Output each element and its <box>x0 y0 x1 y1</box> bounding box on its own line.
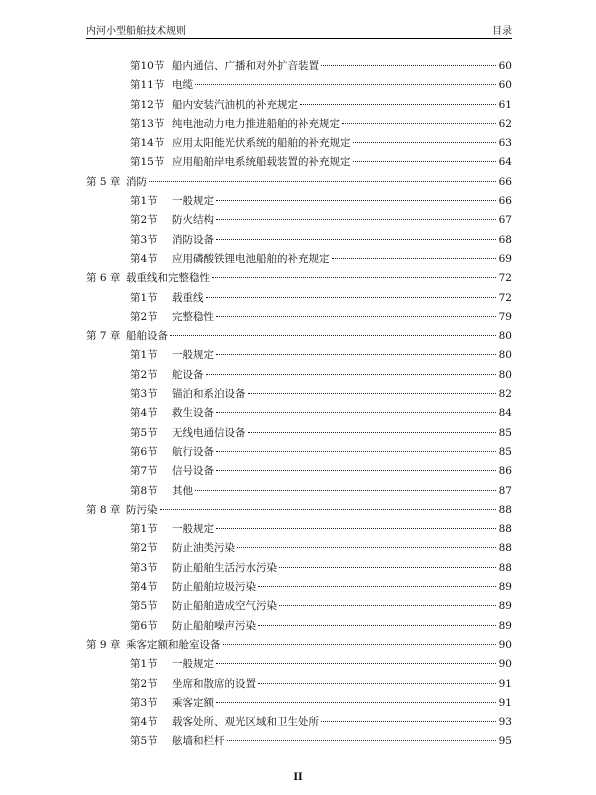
toc-entry-title: 一般规定 <box>172 195 214 208</box>
toc-entry-page: 68 <box>498 233 512 246</box>
toc-entry-page: 69 <box>498 252 512 265</box>
toc-entry-title: 船内安装汽油机的补充规定 <box>172 98 298 111</box>
toc-section-entry[interactable] <box>86 385 512 404</box>
toc-entry-page: 85 <box>498 445 512 458</box>
toc-entry-title: 消防设备 <box>172 233 214 246</box>
toc-section-entry[interactable] <box>86 597 512 616</box>
toc-entry-title: 一般规定 <box>172 523 214 536</box>
toc-section-entry[interactable] <box>86 250 512 269</box>
toc-section-entry[interactable] <box>86 443 512 462</box>
toc-entry-page: 66 <box>498 195 512 208</box>
toc-entry-title: 载重线和完整稳性 <box>126 272 210 285</box>
dot-leader <box>216 412 496 413</box>
toc-section-entry[interactable] <box>86 231 512 250</box>
dot-leader <box>216 316 496 317</box>
toc-section-entry[interactable] <box>86 462 512 481</box>
toc-section-entry[interactable] <box>86 346 512 365</box>
toc-entry-title: 防止船舶生活污水污染 <box>172 561 277 574</box>
document-title: 内河小型船舶技术规则 <box>86 26 186 37</box>
toc-entry-page: 82 <box>498 388 512 401</box>
dot-leader <box>332 258 497 259</box>
toc-entry-number: 第13节 <box>130 117 165 130</box>
toc-entry-title: 其他 <box>172 484 193 497</box>
dot-leader <box>170 335 496 336</box>
toc-entry-page: 67 <box>498 214 512 227</box>
toc-entry-page: 80 <box>498 330 512 343</box>
dot-leader <box>160 509 497 510</box>
toc-entry-page: 80 <box>498 349 512 362</box>
toc-section-entry[interactable] <box>86 617 512 636</box>
dot-leader <box>321 65 496 66</box>
toc-entry-title: 防污染 <box>126 503 158 516</box>
section-label: 目录 <box>492 26 512 37</box>
dot-leader <box>258 625 496 626</box>
dot-leader <box>227 740 497 741</box>
toc-entry-number: 第4节 <box>130 407 158 420</box>
toc-entry-page: 89 <box>498 619 512 632</box>
toc-entry-title: 防止船舶垃圾污染 <box>172 581 256 594</box>
dot-leader <box>237 547 496 548</box>
dot-leader <box>216 470 496 471</box>
toc-section-entry[interactable] <box>86 482 512 501</box>
toc-entry-number: 第1节 <box>130 658 158 671</box>
toc-entry-title: 航行设备 <box>172 445 214 458</box>
toc-section-entry[interactable] <box>86 308 512 327</box>
dot-leader <box>212 277 496 278</box>
toc-chapter-entry[interactable] <box>86 173 512 192</box>
toc-entry-title: 信号设备 <box>172 465 214 478</box>
toc-entry-page: 93 <box>498 716 512 729</box>
toc-entry-title: 一般规定 <box>172 658 214 671</box>
dot-leader <box>321 721 496 722</box>
toc-entry-number: 第8节 <box>130 484 158 497</box>
toc-entry-title: 乘客定额 <box>172 696 214 709</box>
dot-leader <box>279 567 496 568</box>
toc-entry-title: 乘客定额和舱室设备 <box>126 638 221 651</box>
toc-entry-number: 第1节 <box>130 291 158 304</box>
dot-leader <box>149 181 496 182</box>
toc-entry-title: 电缆 <box>172 79 193 92</box>
dot-leader <box>353 142 497 143</box>
toc-entry-number: 第14节 <box>130 137 165 150</box>
toc-entry-page: 88 <box>498 542 512 555</box>
toc-entry-page: 84 <box>498 407 512 420</box>
toc-section-entry[interactable] <box>86 134 512 153</box>
table-of-contents <box>86 57 512 752</box>
toc-entry-number: 第10节 <box>130 60 165 72</box>
toc-entry-number: 第2节 <box>130 368 158 381</box>
toc-entry-title: 舷墙和栏杆 <box>172 735 225 748</box>
toc-entry-title: 锚泊和系泊设备 <box>172 388 246 401</box>
toc-entry-page: 72 <box>498 272 512 285</box>
toc-entry-page: 91 <box>498 677 512 690</box>
toc-chapter-entry[interactable] <box>86 501 512 520</box>
toc-entry-number: 第4节 <box>130 581 158 594</box>
toc-entry-page: 62 <box>498 117 512 130</box>
toc-section-entry[interactable] <box>86 713 512 732</box>
toc-entry-number: 第7节 <box>130 465 158 478</box>
toc-entry-title: 完整稳性 <box>172 310 214 323</box>
dot-leader <box>258 586 496 587</box>
dot-leader <box>216 702 496 703</box>
toc-entry-title: 救生设备 <box>172 407 214 420</box>
toc-entry-number: 第4节 <box>130 716 158 729</box>
toc-entry-page: 60 <box>498 60 512 72</box>
toc-entry-number: 第 6 章 <box>86 272 121 285</box>
dot-leader <box>216 354 496 355</box>
toc-entry-number: 第5节 <box>130 735 158 748</box>
toc-entry-title: 防止船舶造成空气污染 <box>172 600 277 613</box>
toc-entry-number: 第3节 <box>130 388 158 401</box>
toc-section-entry[interactable] <box>86 732 512 751</box>
toc-entry-number: 第15节 <box>130 156 165 169</box>
toc-section-entry[interactable] <box>86 539 512 558</box>
dot-leader <box>195 490 496 491</box>
toc-entry-page: 66 <box>498 175 512 188</box>
toc-entry-number: 第 7 章 <box>86 330 121 343</box>
toc-entry-number: 第5节 <box>130 600 158 613</box>
toc-chapter-entry[interactable] <box>86 636 512 655</box>
toc-entry-title: 无线电通信设备 <box>172 426 246 439</box>
toc-entry-page: 85 <box>498 426 512 439</box>
dot-leader <box>353 161 497 162</box>
toc-entry-page: 86 <box>498 465 512 478</box>
toc-entry-number: 第2节 <box>130 542 158 555</box>
dot-leader <box>216 528 496 529</box>
dot-leader <box>216 663 496 664</box>
toc-entry-number: 第3节 <box>130 233 158 246</box>
toc-entry-title: 消防 <box>126 175 147 188</box>
dot-leader <box>342 123 496 124</box>
toc-section-entry[interactable] <box>86 694 512 713</box>
toc-entry-title: 应用太阳能光伏系统的船舶的补充规定 <box>172 137 351 150</box>
toc-entry-page: 87 <box>498 484 512 497</box>
toc-entry-number: 第2节 <box>130 310 158 323</box>
toc-entry-page: 88 <box>498 561 512 574</box>
toc-entry-page: 60 <box>498 79 512 92</box>
toc-entry-page: 72 <box>498 291 512 304</box>
dot-leader <box>248 393 497 394</box>
toc-entry-number: 第11节 <box>130 79 165 92</box>
toc-section-entry[interactable] <box>86 192 512 211</box>
toc-entry-page: 88 <box>498 503 512 516</box>
toc-section-entry[interactable] <box>86 404 512 423</box>
toc-section-entry[interactable] <box>86 115 512 134</box>
toc-entry-number: 第5节 <box>130 426 158 439</box>
toc-entry-page: 89 <box>498 581 512 594</box>
toc-section-entry[interactable] <box>86 96 512 115</box>
toc-entry-number: 第3节 <box>130 561 158 574</box>
running-header <box>86 22 512 38</box>
toc-entry-title: 纯电池动力电力推进船舶的补充规定 <box>172 117 340 130</box>
toc-entry-number: 第6节 <box>130 619 158 632</box>
toc-entry-title: 防火结构 <box>172 214 214 227</box>
toc-entry-page: 61 <box>498 98 512 111</box>
toc-section-entry[interactable] <box>86 57 512 76</box>
toc-entry-title: 坐席和散席的设置 <box>172 677 256 690</box>
toc-entry-number: 第3节 <box>130 696 158 709</box>
toc-entry-page: 90 <box>498 638 512 651</box>
toc-entry-number: 第 9 章 <box>86 638 121 651</box>
toc-entry-title: 载重线 <box>172 291 204 304</box>
toc-section-entry[interactable] <box>86 289 512 308</box>
dot-leader <box>216 451 496 452</box>
toc-entry-number: 第 5 章 <box>86 175 121 188</box>
toc-entry-title: 防止油类污染 <box>172 542 235 555</box>
toc-section-entry[interactable] <box>86 655 512 674</box>
toc-section-entry[interactable] <box>86 675 512 694</box>
toc-entry-title: 船舶设备 <box>126 330 168 343</box>
toc-entry-number: 第 8 章 <box>86 503 121 516</box>
dot-leader <box>216 219 496 220</box>
dot-leader <box>195 84 496 85</box>
toc-entry-number: 第12节 <box>130 98 165 111</box>
toc-entry-page: 64 <box>498 156 512 169</box>
toc-section-entry[interactable] <box>86 559 512 578</box>
toc-chapter-entry[interactable] <box>86 327 512 346</box>
dot-leader <box>206 297 497 298</box>
toc-entry-number: 第2节 <box>130 214 158 227</box>
toc-entry-number: 第4节 <box>130 252 158 265</box>
dot-leader <box>216 239 496 240</box>
dot-leader <box>248 432 497 433</box>
toc-entry-page: 63 <box>498 137 512 150</box>
toc-entry-title: 舵设备 <box>172 368 204 381</box>
dot-leader <box>223 644 497 645</box>
toc-entry-page: 95 <box>498 735 512 748</box>
toc-entry-title: 载客处所、观光区域和卫生处所 <box>172 716 319 729</box>
toc-section-entry[interactable] <box>86 366 512 385</box>
toc-section-entry[interactable] <box>86 578 512 597</box>
toc-entry-number: 第2节 <box>130 677 158 690</box>
toc-entry-page: 80 <box>498 368 512 381</box>
dot-leader <box>279 605 496 606</box>
dot-leader <box>206 374 497 375</box>
dot-leader <box>300 104 496 105</box>
toc-chapter-entry[interactable] <box>86 269 512 288</box>
dot-leader <box>258 683 496 684</box>
toc-entry-title: 应用磷酸铁锂电池船舶的补充规定 <box>172 252 330 265</box>
toc-entry-title: 船内通信、广播和对外扩音装置 <box>172 60 319 72</box>
toc-entry-number: 第1节 <box>130 523 158 536</box>
toc-section-entry[interactable] <box>86 76 512 95</box>
toc-section-entry[interactable] <box>86 153 512 172</box>
toc-entry-title: 防止船舶噪声污染 <box>172 619 256 632</box>
page-number: II <box>293 772 303 783</box>
toc-section-entry[interactable] <box>86 211 512 230</box>
toc-entry-page: 91 <box>498 696 512 709</box>
toc-entry-number: 第1节 <box>130 195 158 208</box>
toc-entry-page: 90 <box>498 658 512 671</box>
toc-entry-title: 应用船舶岸电系统船载装置的补充规定 <box>172 156 351 169</box>
toc-entry-page: 79 <box>498 310 512 323</box>
toc-entry-number: 第6节 <box>130 445 158 458</box>
toc-entry-title: 一般规定 <box>172 349 214 362</box>
dot-leader <box>216 200 496 201</box>
header-rule <box>86 38 512 39</box>
toc-entry-number: 第1节 <box>130 349 158 362</box>
toc-entry-page: 88 <box>498 523 512 536</box>
toc-section-entry[interactable] <box>86 520 512 539</box>
toc-section-entry[interactable] <box>86 424 512 443</box>
toc-entry-page: 89 <box>498 600 512 613</box>
